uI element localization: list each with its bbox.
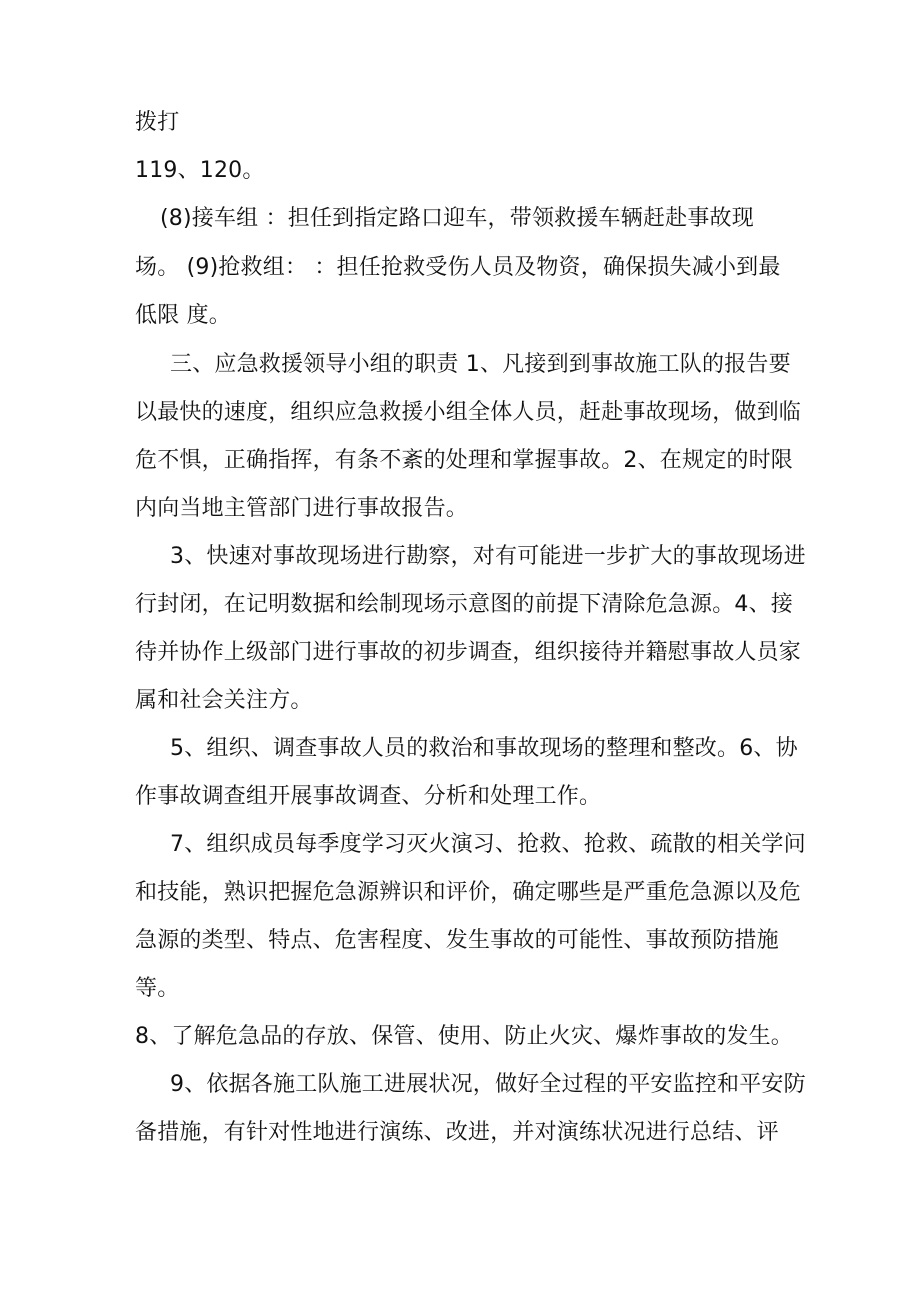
text-line: 低限 度。 <box>135 303 231 328</box>
text-line: (8)接车组 ：担任到指定路口迎车，带领救援车辆赶赴事故现 <box>160 206 754 231</box>
text-line: 备措施，有针对性地进行演练、改进，并对演练状况进行总结、评 <box>135 1120 779 1145</box>
text-line: 行封闭，在记明数据和绘制现场示意图的前提下清除危急源。4、接 <box>135 592 793 617</box>
text-line: 3、快速对事故现场进行勘察，对有可能进一步扩大的事故现场进 <box>170 544 806 569</box>
text-line: 拨打 <box>135 110 180 135</box>
text-line: 危不惧，正确指挥，有条不紊的处理和掌握事故。2、在规定的时限 <box>135 448 793 473</box>
text-line: 以最快的速度，组织应急救援小组全体人员，赶赴事故现场，做到临 <box>135 400 802 425</box>
text-line: 5、组织、调查事故人员的救治和事故现场的整理和整改。6、协 <box>170 736 798 761</box>
text-line: 三、应急救援领导小组的职责 1、凡接到到事故施工队的报告要 <box>170 352 791 377</box>
text-line: 8、了解危急品的存放、保管、使用、防止火灾、爆炸事故的发生。 <box>135 1024 793 1049</box>
text-line: 和技能，熟识把握危急源辨识和评价，确定哪些是严重危急源以及危 <box>135 880 802 905</box>
text-line: 属和社会关注方。 <box>135 688 313 713</box>
text-line: 7、组织成员每季度学习灭火演习、抢救、抢救、疏散的相关学问 <box>170 832 806 857</box>
text-line: 待并协作上级部门进行事故的初步调查，组织接待并籍慰事故人员家 <box>135 640 802 665</box>
text-line: 场。 (9)抢救组： ：担任抢救受伤人员及物资，确保损失减小到最 <box>135 255 781 280</box>
text-line: 等。 <box>135 976 180 1001</box>
text-line: 作事故调查组开展事故调查、分析和处理工作。 <box>135 784 602 809</box>
text-line: 119、120。 <box>135 158 265 183</box>
text-line: 内向当地主管部门进行事故报告。 <box>135 496 469 521</box>
text-line: 急源的类型、特点、危害程度、发生事故的可能性、事故预防措施 <box>135 928 779 953</box>
text-line: 9、依据各施工队施工进展状况，做好全过程的平安监控和平安防 <box>170 1072 806 1097</box>
